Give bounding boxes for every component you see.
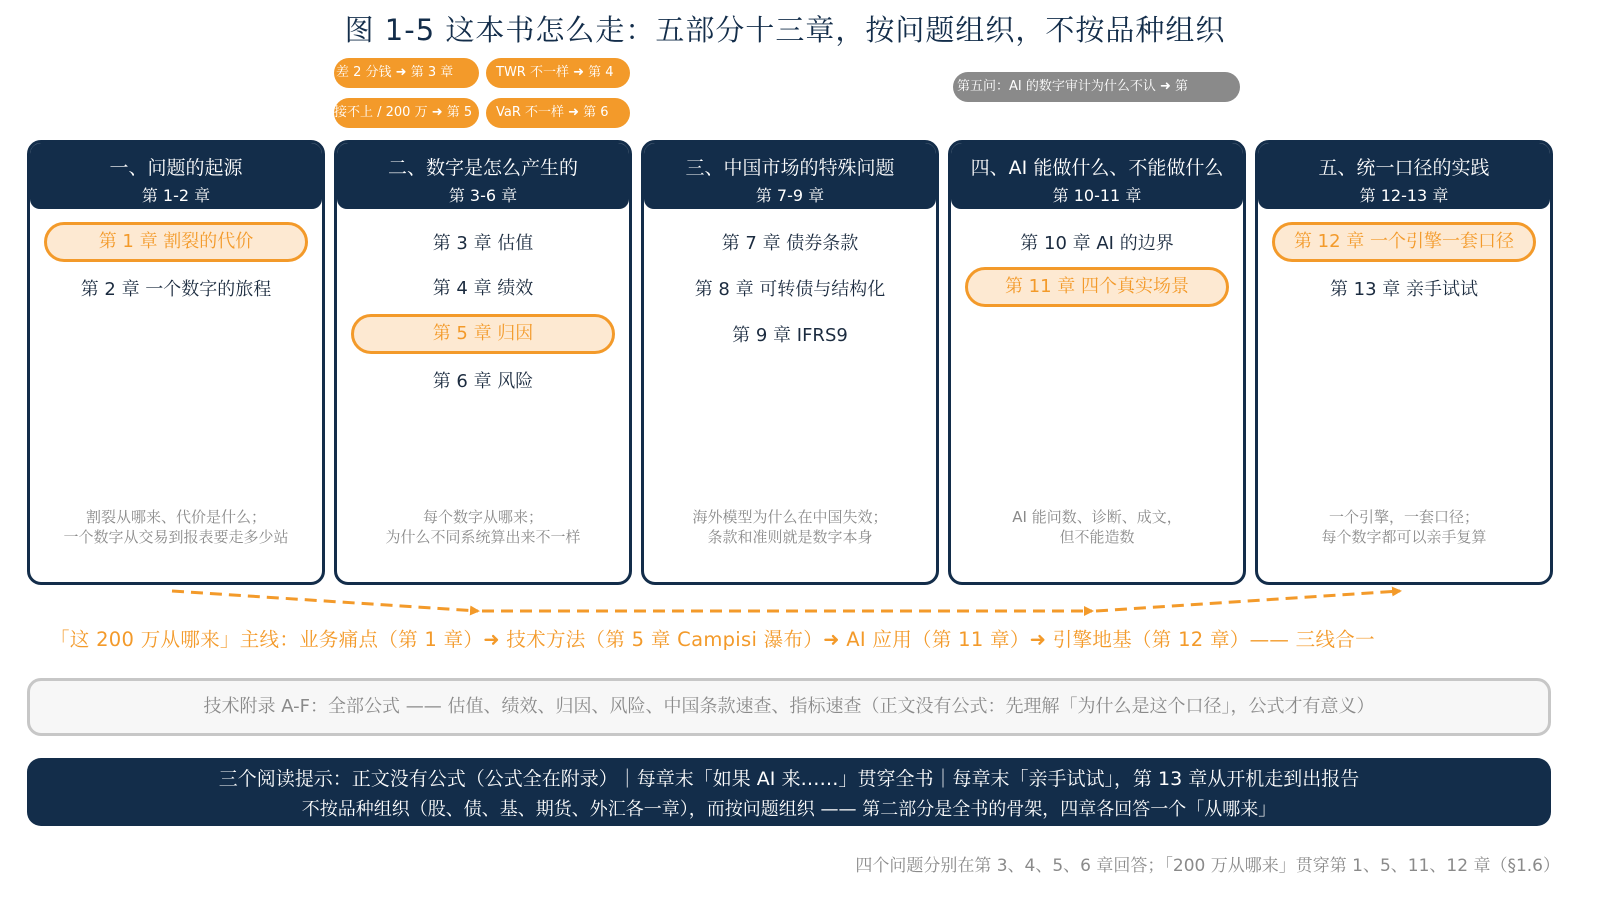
part-1-range: 第 1-2 章 [141,186,211,205]
part-3-card [641,140,939,585]
part-1-summary-line2: 一个数字从交易到报表要走多少站 [63,528,289,546]
part-4-header [951,143,1243,209]
chapter-4: 第 4 章 绩效 [432,278,534,299]
question-pill-2 [486,58,630,88]
figure-title: 图 1-5 这本书怎么走：五部分十三章，按问题组织，不按品种组织 [344,13,1226,47]
question-pill-2-label: TWR 不一样 ➜ 第 4 [496,65,614,80]
part-5-summary-line2: 每个数字都可以亲手复算 [1321,528,1487,546]
part-4-summary-line1: AI 能问数、诊断、成文， [1012,508,1182,526]
part-4-summary-line2: 但不能造数 [1059,528,1135,546]
part-1-title: 一、问题的起源 [109,157,243,179]
reading-tips-line2: 不按品种组织（股、债、基、期货、外汇各一章），而按问题组织 —— 第二部分是全书的骨架，四章各回答一个「从哪来」 [301,799,1277,820]
question-pill-3-label: 接不上 / 200 万 ➜ 第 5 [334,105,473,120]
question-pill-1 [334,58,479,88]
part-5-range: 第 12-13 章 [1359,186,1449,205]
part-5-summary-line1: 一个引擎，一套口径； [1328,508,1479,526]
question-pill-5-label: 第五问：AI 的数字审计为什么不认 ➜ 第 [957,79,1189,94]
part-4-range: 第 10-11 章 [1052,186,1142,205]
question-pill-4-label: VaR 不一样 ➜ 第 6 [496,105,609,120]
part-1-summary [30,507,322,547]
appendix-text: 技术附录 A-F：全部公式 —— 估值、绩效、归因、风险、中国条款速查、指标速查（正文没有公式：先理解「为什么是这个口径」，公式才有意义） [203,696,1375,717]
part-2-title: 二、数字是怎么产生的 [387,157,578,179]
part-5-card [1255,140,1553,585]
part-2-summary-line1: 每个数字从哪来； [422,508,543,526]
part-1-card [27,140,325,585]
chapter-1-highlighted: 第 1 章 割裂的代价 [44,222,308,262]
arrow-ch1-to-ch5 [172,591,478,611]
part-4-card [948,140,1246,585]
part-1-header [30,143,322,209]
chapter-7: 第 7 章 债券条款 [721,233,859,254]
part-3-summary-line2: 条款和准则就是数字本身 [707,528,873,546]
footnote: 四个问题分别在第 3、4、5、6 章回答；「200 万从哪来」贯穿第 1、5、11、12 章（§1.6） [855,856,1560,876]
chapter-10: 第 10 章 AI 的边界 [1020,233,1174,254]
chapter-5-highlighted: 第 5 章 归因 [351,314,615,354]
chapter-13: 第 13 章 亲手试试 [1329,279,1479,300]
part-2-card [334,140,632,585]
part-1-summary-line1: 割裂从哪来、代价是什么； [85,508,266,526]
chapter-12-highlighted: 第 12 章 一个引擎一套口径 [1272,222,1536,262]
part-2-summary-line2: 为什么不同系统算出来不一样 [385,528,581,546]
question-pill-4 [486,98,630,128]
chapter-2: 第 2 章 一个数字的旅程 [80,279,272,300]
part-4-title: 四、AI 能做什么、不能做什么 [970,157,1224,179]
chapter-8: 第 8 章 可转债与结构化 [694,279,886,300]
mainline-arrows [0,578,1600,628]
appendix-box [27,678,1551,736]
part-5-title: 五、统一口径的实践 [1318,157,1490,179]
arrow-ch11-to-ch12 [1096,591,1400,611]
question-pill-1-label: 差 2 分钱 ➜ 第 3 章 [336,65,454,80]
part-5-header [1258,143,1550,209]
part-2-header [337,143,629,209]
chapter-11-highlighted: 第 11 章 四个真实场景 [965,267,1229,307]
part-3-range: 第 7-9 章 [755,186,825,205]
reading-tips-box [27,758,1551,826]
part-3-summary-line1: 海外模型为什么在中国失效； [692,508,888,526]
question-pill-3 [334,98,479,128]
mainline-text: 「这 200 万从哪来」主线：业务痛点（第 1 章）➜ 技术方法（第 5 章 Campisi 瀑布）➜ AI 应用（第 11 章）➜ 引擎地基（第 12 章）—— 三线合一 [50,628,1375,651]
chapter-3: 第 3 章 估值 [432,233,534,254]
part-3-summary [644,507,936,547]
chapter-9: 第 9 章 IFRS9 [732,325,848,346]
part-4-summary [951,507,1243,547]
part-2-summary [337,507,629,547]
part-3-title: 三、中国市场的特殊问题 [685,157,895,179]
chapter-6: 第 6 章 风险 [432,371,534,392]
part-3-header [644,143,936,209]
question-pill-5 [953,72,1240,102]
reading-tips-line1: 三个阅读提示：正文没有公式（公式全在附录）｜每章末「如果 AI 来……」贯穿全书｜每章末「亲手试试」，第 13 章从开机走到出报告 [218,768,1360,790]
part-5-summary [1258,507,1550,547]
part-2-range: 第 3-6 章 [448,186,518,205]
